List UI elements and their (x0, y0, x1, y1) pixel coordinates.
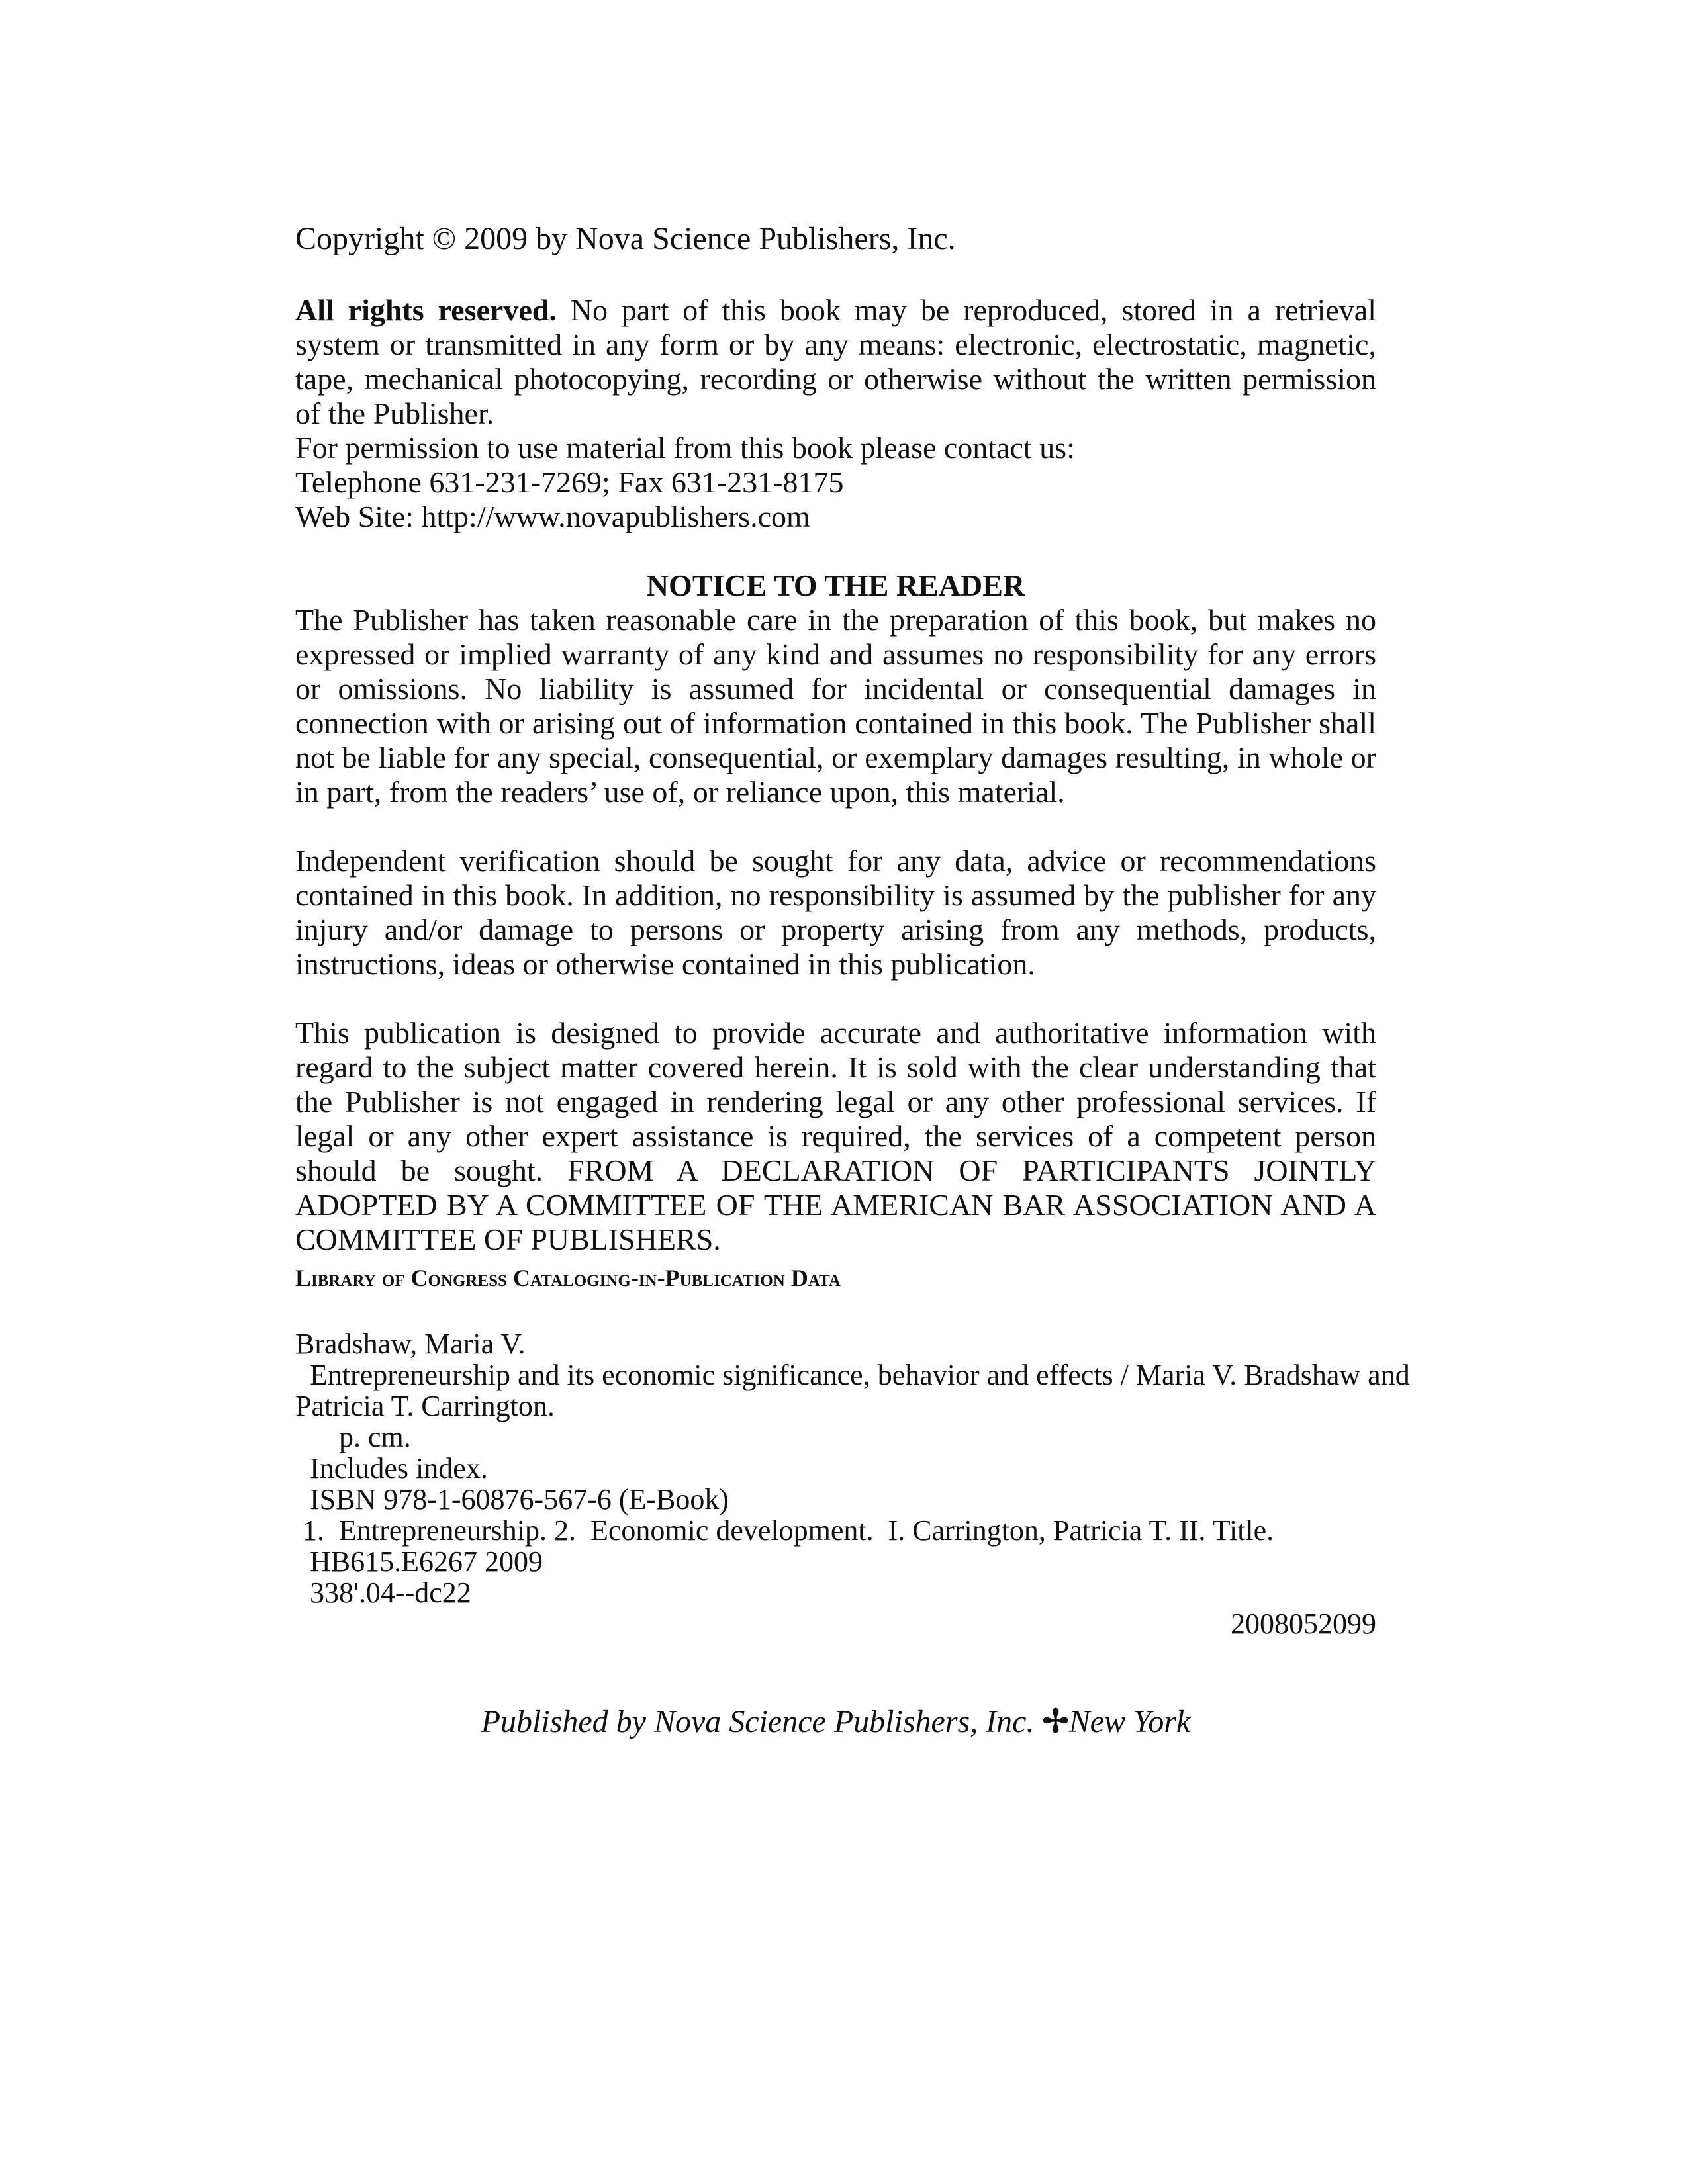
rights-lead: All rights reserved. (295, 293, 557, 327)
cip-line: Bradshaw, Maria V. (295, 1328, 526, 1360)
imprint-city: New York (1068, 1704, 1191, 1739)
cip-line: 338'.04--dc22 (295, 1576, 471, 1609)
cross-icon: ✢ (1042, 1704, 1069, 1739)
notice-paragraph-1: The Publisher has taken reasonable care in the preparation of this book, but makes no expressed or implied warranty of any kind and assumes no responsibility for any errors or omissions. No liability is assumed for incidental or consequential damages in connection with or arising out of information contained in this book. The Publisher shall not be liable for any special, consequential, or exemplary damages resulting, in whole or in part, from the readers’ use of, or reliance upon, this material. (295, 603, 1376, 809)
cip-line: ISBN 978-1-60876-567-6 (E-Book) (295, 1483, 729, 1516)
cip-line: Includes index. (295, 1452, 488, 1484)
cip-line: Entrepreneurship and its economic significance, behavior and effects / Maria V. Bradshaw and (295, 1359, 1410, 1391)
cip-line: p. cm. (295, 1421, 411, 1453)
copyright-line: Copyright © 2009 by Nova Science Publishers, Inc. (295, 221, 956, 256)
cip-line: Patricia T. Carrington. (295, 1390, 555, 1422)
contact-phone: Telephone 631-231-7269; Fax 631-231-8175 (295, 465, 844, 499)
imprint-publisher: Published by Nova Science Publishers, Inc. (481, 1704, 1035, 1739)
cip-heading: Library of Congress Cataloging-in-Publication Data (295, 1265, 841, 1291)
cip-record (295, 1328, 1410, 1640)
notice-paragraph-2: Independent verification should be sought for any data, advice or recommendations contained in this book. In addition, no responsibility is assumed by the publisher for any injury and/or damage to persons or property arising from any methods, products, instructions, ideas or otherwise contained in this publication. (295, 844, 1376, 981)
cip-line: HB615.E6267 2009 (295, 1545, 543, 1578)
notice-paragraph-3: This publication is designed to provide accurate and authoritative information with regard to the subject matter covered herein. It is sold with the clear understanding that the Publisher is not engaged in rendering legal or any other professional services. If legal or any other expert assistance is required, the services of a competent person should be sought. FROM A DECLARATION OF PARTICIPANTS JOINTLY ADOPTED BY A COMMITTEE OF THE AMERICAN BAR ASSOCIATION AND A COMMITTEE OF PUBLISHERS. (295, 1016, 1376, 1256)
contact-permission: For permission to use material from this book please contact us: (295, 431, 1075, 465)
contact-website: Web Site: http://www.novapublishers.com (295, 500, 810, 533)
cip-lccn: 2008052099 (1231, 1608, 1376, 1640)
notice-heading: NOTICE TO THE READER (646, 569, 1025, 602)
rights-text: No part of this book may be reproduced, stored in a retrieval system or transmitted in any form or by any means: electronic, electrostatic, magnetic, tape, mechanical photocopying, recording or otherwise without the written permission of the Publisher. (295, 293, 1376, 430)
imprint-line (295, 1705, 1376, 1739)
cip-line: 1. Entrepreneurship. 2. Economic development. I. Carrington, Patricia T. II. Title. (295, 1514, 1274, 1547)
rights-paragraph (295, 293, 1376, 431)
contact-block (295, 431, 1376, 534)
